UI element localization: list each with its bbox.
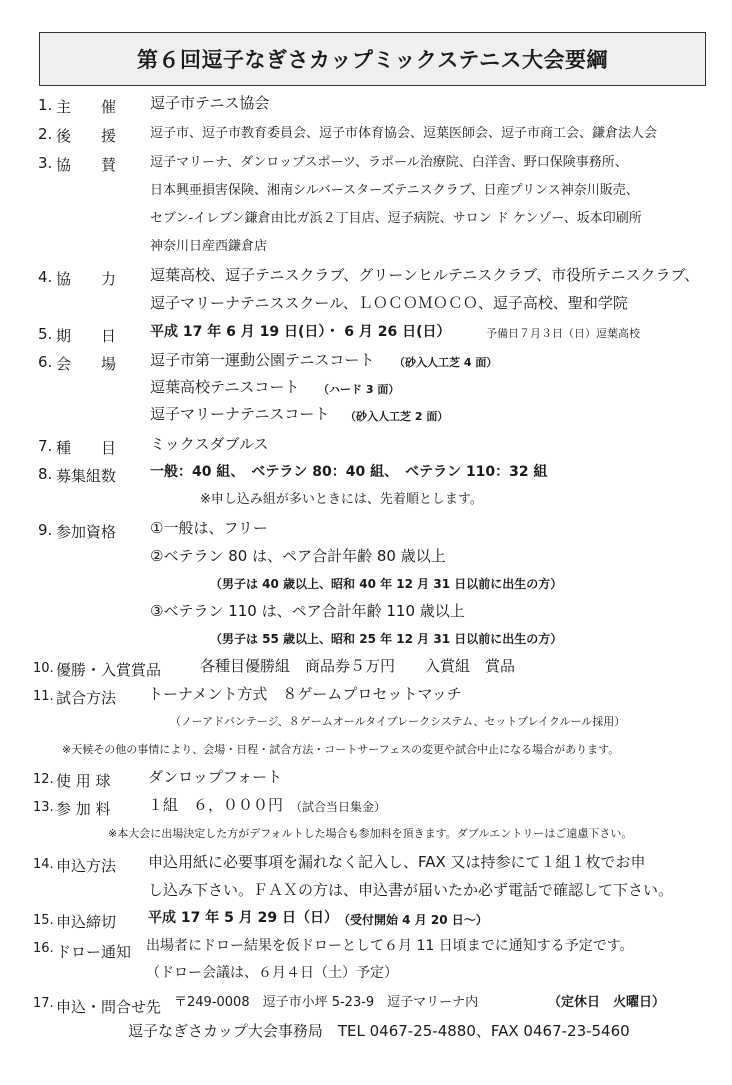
- cooperators-line: 逗葉高校、逗子テニスクラブ、グリーンヒルテニスクラブ、市役所テニスクラブ、: [150, 266, 700, 284]
- match-format: トーナメント方式 ８ゲームプロセットマッチ: [148, 685, 462, 703]
- item-label: 申込・問合せ先: [56, 998, 162, 1016]
- item-label: 協 力: [56, 270, 117, 288]
- item-label: 参 加 料: [56, 800, 111, 818]
- deadline: 平成 17 年 5 月 29 日（日）: [148, 910, 338, 926]
- page-title: 第６回逗子なぎさカップミックステニス大会要綱: [39, 32, 706, 86]
- sponsors-line: 日本興亜損害保険、湘南シルバースターズテニスクラブ、日産プリンス神奈川販売、: [150, 183, 639, 198]
- venue-note: （砂入人工芝 2 面）: [345, 410, 449, 423]
- item-number: 3.: [38, 154, 53, 172]
- item-label: 主 催: [56, 98, 117, 116]
- eligibility-note: （男子は 55 歳以上、昭和 25 年 12 月 31 日以前に出生の方）: [210, 632, 563, 646]
- item-number: 8.: [38, 465, 53, 483]
- quota-note: ※申し込み組が多いときには、先着順とします。: [200, 492, 483, 507]
- item-label: 種 目: [56, 439, 117, 457]
- supporters: 逗子市、逗子市教育委員会、逗子市体育協会、逗葉医師会、逗子市商工会、鎌倉法人会: [150, 126, 658, 141]
- event-dates: 平成 17 年 6 月 19 日(日）・ 6 月 26 日(日）: [150, 324, 451, 340]
- entry-fee: １組 ６，０００円: [148, 796, 284, 814]
- draw-notice: 出場者にドロー結果を仮ドローとして６月 11 日頃までに通知する予定です。: [146, 938, 634, 954]
- application-method: 申込用紙に必要事項を漏れなく記入し、FAX 又は持参にて１組１枚でお申: [148, 853, 646, 871]
- application-method: し込み下さい。ＦＡＸの方は、申込書が届いたか必ず電話で確認して下さい。: [148, 881, 674, 899]
- item-number: 13.: [33, 800, 54, 815]
- item-number: 14.: [33, 857, 54, 872]
- draw-meeting: （ドロー会議は、６月４日（土）予定）: [146, 965, 398, 981]
- item-number: 7.: [38, 437, 53, 455]
- item-label: 募集組数: [56, 467, 117, 485]
- fee-note: （試合当日集金）: [290, 800, 387, 814]
- item-number: 5.: [38, 325, 53, 343]
- event-type: ミックスダブルス: [150, 435, 269, 453]
- eligibility-line: ②ベテラン 80 は、ペア合計年齢 80 歳以上: [150, 547, 446, 565]
- prizes: 各種目優勝組 商品券５万円 入賞組 賞品: [200, 657, 516, 675]
- item-label: 協 賛: [56, 156, 117, 174]
- venue-name: 逗子市第一運動公園テニスコート: [150, 351, 375, 369]
- item-number: 4.: [38, 268, 53, 286]
- item-number: 11.: [33, 689, 54, 704]
- sponsors-line: セブン-イレブン鎌倉由比ガ浜２丁目店、逗子病院、サロン ド ケンゾー、坂本印刷所: [150, 211, 642, 226]
- reception-start: （受付開始 4 月 20 日～）: [338, 913, 488, 927]
- item-label: 参加資格: [56, 523, 117, 541]
- item-number: 6.: [38, 353, 53, 371]
- item-number: 10.: [33, 661, 54, 676]
- item-label: 優勝・入賞賞品: [56, 661, 162, 679]
- default-notice: ※本大会に出場決定した方がデフォルトした場合も参加料を頂きます。ダブルエントリーはご遠慮下さい。: [108, 827, 633, 840]
- item-label: ドロー通知: [56, 943, 132, 961]
- eligibility-line: ③ベテラン 110 は、ペア合計年齢 110 歳以上: [150, 602, 465, 620]
- item-number: 2.: [38, 125, 53, 143]
- item-label: 後 援: [56, 127, 117, 145]
- item-label: 試合方法: [56, 689, 117, 707]
- item-label: 会 場: [56, 355, 117, 373]
- item-label: 期 日: [56, 327, 117, 345]
- holiday: （定休日 火曜日）: [548, 995, 666, 1010]
- office-contact: 逗子なぎさカップ大会事務局 TEL 0467-25-4880、FAX 0467-23-5460: [128, 1022, 630, 1040]
- item-number: 12.: [33, 772, 54, 787]
- venue-name: 逗葉高校テニスコート: [150, 378, 300, 396]
- item-number: 15.: [33, 913, 54, 928]
- item-label: 申込締切: [56, 913, 117, 931]
- address: 〒249-0008 逗子市小坪 5-23-9 逗子マリーナ内: [174, 995, 479, 1010]
- team-quota: 一般：40 組、 ベテラン 80：40 組、 ベテラン 110：32 組: [150, 464, 548, 480]
- weather-notice: ※天候その他の事情により、会場・日程・試合方法・コートサーフェスの変更や試合中止になる場合があります。: [62, 743, 620, 756]
- item-label: 申込方法: [56, 857, 117, 875]
- eligibility-line: ①一般は、フリー: [150, 519, 268, 537]
- sponsors-line: 逗子マリーナ、ダンロップスポーツ、ラポール治療院、白洋舎、野口保険事務所、: [150, 155, 628, 170]
- item-number: 17.: [33, 996, 54, 1011]
- item-number: 9.: [38, 521, 53, 539]
- item-label: 使 用 球: [56, 772, 111, 790]
- match-rules: （ノーアドバンテージ、８ゲームオールタイブレークシステム、セットブレイクルール採用）: [170, 715, 626, 728]
- sponsors-line: 神奈川日産西鎌倉店: [150, 239, 268, 254]
- reserve-date: 予備日７月３日（日）逗葉高校: [486, 327, 640, 340]
- eligibility-note: （男子は 40 歳以上、昭和 40 年 12 月 31 日以前に出生の方）: [210, 577, 563, 591]
- venue-note: （砂入人工芝 4 面）: [394, 356, 498, 369]
- ball-type: ダンロップフォート: [148, 768, 283, 786]
- cooperators-line: 逗子マリーナテニススクール、ＬＯＣＯＭＯＣＯ、逗子高校、聖和学院: [150, 294, 628, 312]
- venue-note: （ハード 3 面）: [318, 383, 400, 396]
- item-number: 16.: [33, 941, 54, 956]
- organizer: 逗子市テニス協会: [150, 94, 270, 112]
- venue-name: 逗子マリーナテニスコート: [150, 405, 330, 423]
- item-number: 1.: [38, 96, 53, 114]
